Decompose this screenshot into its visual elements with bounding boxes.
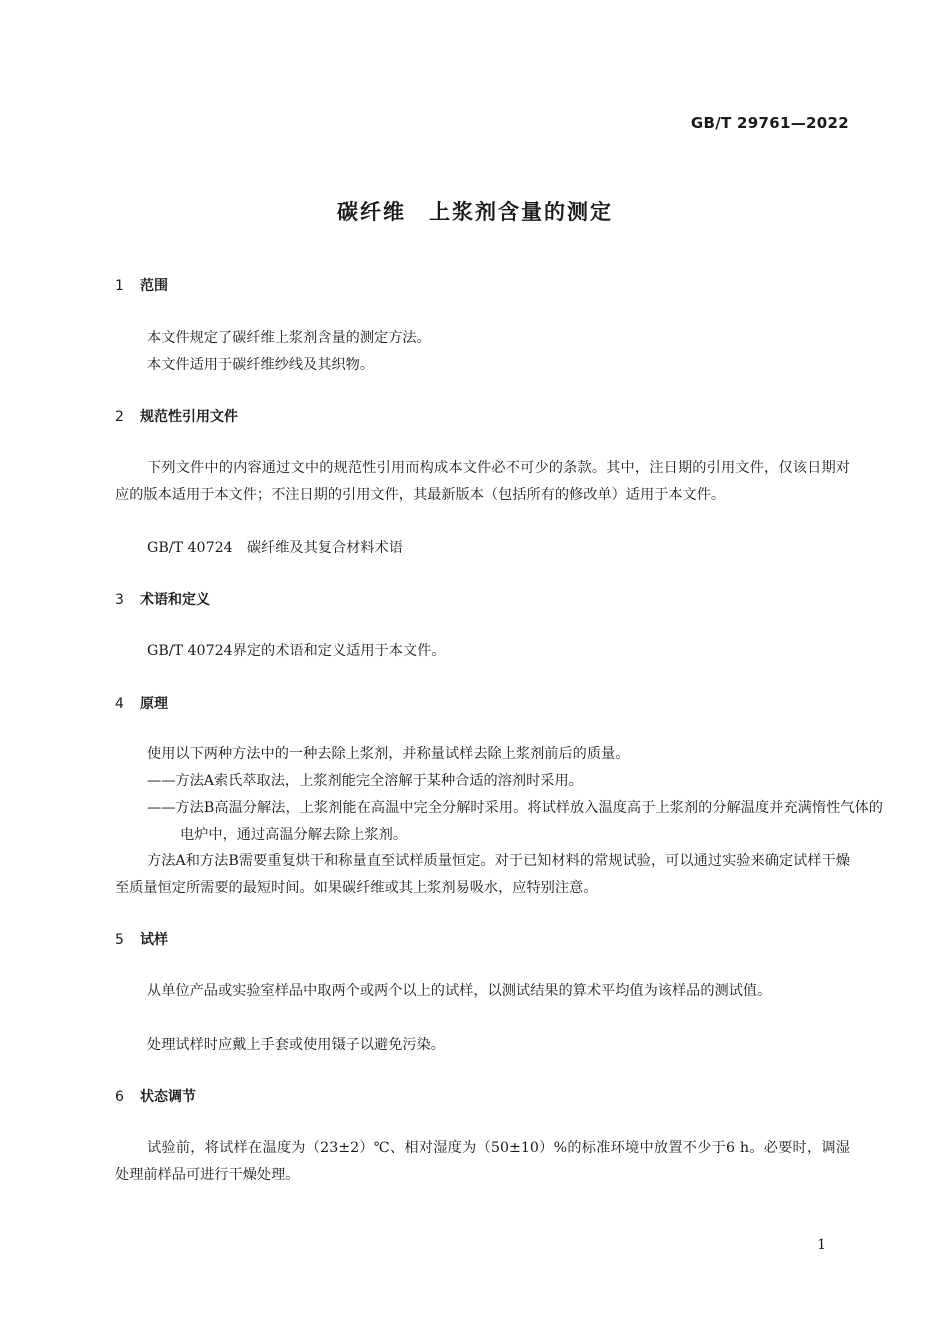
section-title: 规范性引用文件: [140, 409, 238, 425]
section-5-paragraph-1: 从单位产品或实验室样品中取两个或两个以上的试样，以测试结果的算术平均值为该样品的测试值。: [147, 983, 772, 999]
section-title: 原理: [140, 696, 168, 712]
section-4-paragraph-4: 方法A和方法B需要重复烘干和称量直至试样质量恒定。对于已知材料的常规试验，可以通过实验来确定试样干燥至质量恒定所需要的最短时间。如果碳纤维或其上浆剂易吸水，应特别注意。: [115, 853, 850, 896]
section-1-paragraph-1: 本文件规定了碳纤维上浆剂含量的测定方法。: [147, 330, 431, 346]
document-title: 碳纤维 上浆剂含量的测定: [337, 200, 613, 224]
section-3-paragraph-1: GB/T 40724界定的术语和定义适用于本文件。: [147, 643, 446, 659]
section-6-heading: [115, 1088, 196, 1106]
section-2-paragraph-1: 下列文件中的内容通过文中的规范性引用而构成本文件必不可少的条款。其中，注日期的引用文件，仅该日期对应的版本适用于本文件；不注日期的引用文件，其最新版本（包括所有的修改单）适用于本文件。: [115, 460, 850, 503]
section-3-heading: [115, 591, 210, 609]
section-number: 3: [115, 592, 124, 608]
section-number: 2: [115, 409, 124, 425]
normative-reference-item: GB/T 40724 碳纤维及其复合材料术语: [147, 540, 403, 556]
page-number: 1: [817, 1237, 826, 1253]
section-1-paragraph-2: 本文件适用于碳纤维纱线及其织物。: [147, 357, 375, 373]
method-a-list-item: ——方法A索氏萃取法，上浆剂能完全溶解于某种合适的溶剂时采用。: [147, 773, 583, 789]
section-5-paragraph-2: 处理试样时应戴上手套或使用镊子以避免污染。: [147, 1037, 445, 1053]
section-title: 范围: [140, 278, 168, 294]
section-title: 状态调节: [140, 1089, 196, 1105]
section-5-heading: [115, 931, 168, 949]
section-4-heading: [115, 695, 168, 713]
method-b-list-item: ——方法B高温分解法，上浆剂能在高温中完全分解时采用。将试样放入温度高于上浆剂的分解温度并充满惰性气体的电炉中，通过高温分解去除上浆剂。: [147, 800, 883, 843]
standard-code: GB/T 29761—2022: [690, 114, 849, 132]
section-number: 6: [115, 1089, 124, 1105]
section-2-heading: [115, 408, 238, 426]
section-6-paragraph-1: 试验前，将试样在温度为（23±2）℃、相对湿度为（50±10）%的标准环境中放置不少于6 h。必要时，调湿处理前样品可进行干燥处理。: [115, 1140, 850, 1183]
section-number: 1: [115, 278, 124, 294]
section-4-paragraph-1: 使用以下两种方法中的一种去除上浆剂，并称量试样去除上浆剂前后的质量。: [147, 746, 630, 762]
section-title: 术语和定义: [140, 592, 210, 608]
section-number: 5: [115, 932, 124, 948]
section-number: 4: [115, 696, 124, 712]
section-1-heading: [115, 277, 168, 295]
section-title: 试样: [140, 932, 168, 948]
